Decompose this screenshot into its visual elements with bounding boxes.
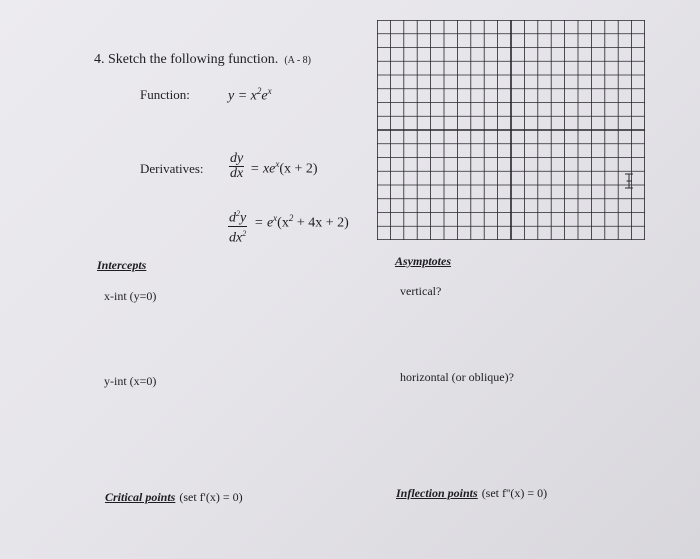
- x-intercept-label: x-int (y=0): [104, 289, 157, 303]
- horizontal-asymptote-label: horizontal (or oblique)?: [400, 370, 514, 384]
- first-derivative-factor: (x + 2): [279, 161, 318, 177]
- vertical-asymptote-label: vertical?: [400, 284, 442, 298]
- second-derivative-numerator: [228, 207, 247, 227]
- first-derivative-denominator: dx: [230, 166, 244, 181]
- inflection-points-heading: Inflection points: [396, 486, 478, 500]
- graph-grid[interactable]: [377, 20, 645, 240]
- second-derivative-denominator: [228, 227, 247, 246]
- function-base: y = x: [228, 88, 257, 104]
- y-intercept-label: y-int (x=0): [104, 374, 157, 388]
- problem-statement: 4. Sketch the following function.: [94, 52, 279, 67]
- second-derivative-num-y: y: [240, 210, 247, 226]
- second-derivative-rhs: [254, 213, 349, 232]
- second-derivative-num-d: d: [229, 210, 236, 226]
- first-derivative-numerator: dy: [230, 151, 244, 166]
- function-label: Function:: [140, 87, 190, 102]
- second-derivative-rest: + 4x + 2): [293, 215, 349, 231]
- asymptotes-heading: Asymptotes: [395, 254, 451, 268]
- second-derivative-exp-2: 2: [288, 213, 294, 223]
- second-derivative-open: (x: [277, 215, 289, 231]
- problem-title: [94, 52, 311, 68]
- critical-points-note: (set f'(x) = 0): [179, 490, 243, 504]
- second-derivative-den-exp: 2: [242, 228, 247, 238]
- text-cursor-icon: [624, 173, 634, 189]
- inflection-points-note: (set f''(x) = 0): [481, 486, 548, 500]
- function-e: e: [261, 88, 268, 104]
- second-derivative-num-exp: 2: [236, 209, 240, 218]
- critical-points-line: [105, 488, 243, 506]
- critical-points-heading: Critical points: [105, 490, 176, 504]
- second-derivative-exp-x: x: [273, 213, 278, 223]
- second-derivative-fraction: [228, 207, 247, 245]
- first-derivative-rhs: [250, 159, 318, 178]
- first-derivative-exponent: x: [275, 159, 280, 169]
- function-exponent-x: 2: [256, 86, 262, 96]
- second-derivative-term: = e: [254, 215, 274, 231]
- first-derivative-term: = xe: [250, 161, 276, 177]
- second-derivative-den-dx: dx: [229, 230, 243, 246]
- function-exponent-e: x: [267, 86, 272, 96]
- derivatives-label: Derivatives:: [140, 161, 204, 176]
- intercepts-heading: Intercepts: [97, 258, 147, 272]
- problem-code: (A - 8): [284, 55, 311, 66]
- inflection-points-line: [396, 484, 547, 502]
- first-derivative-fraction: [229, 152, 244, 181]
- function-expression: [228, 86, 272, 105]
